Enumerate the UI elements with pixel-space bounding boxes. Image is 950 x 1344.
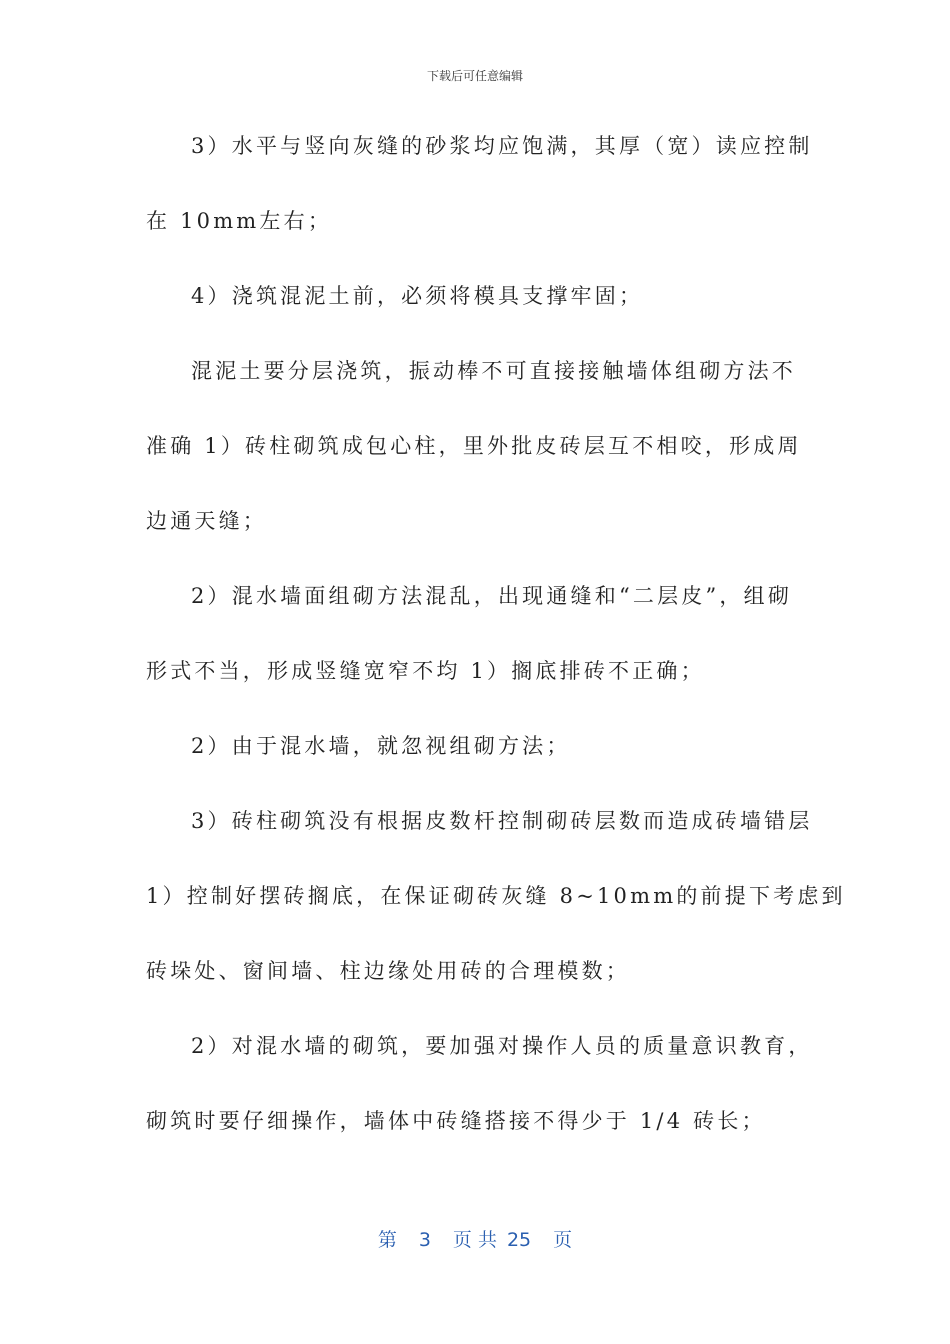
text-line: 形式不当，形成竖缝宽窄不均 1）搁底排砖不正确； bbox=[146, 659, 705, 683]
footer-prefix: 第 bbox=[377, 1229, 397, 1251]
header-note: 下载后可任意编辑 bbox=[426, 69, 523, 83]
text-line: 砌筑时要仔细操作，墙体中砖缝搭接不得少于 1/4 砖长； bbox=[146, 1109, 766, 1133]
total-pages-number: 25 bbox=[506, 1229, 532, 1251]
text-line: 2）混水墙面组砌方法混乱，出现通缝和“二层皮”，组砌 bbox=[191, 584, 793, 608]
text-line: 1）控制好摆砖搁底，在保证砌砖灰缝 8~10mm的前提下考虑到 bbox=[146, 884, 846, 908]
text-line: 准确 1）砖柱砌筑成包心柱，里外批皮砖层互不相咬，形成周 bbox=[146, 434, 802, 458]
text-line: 3）砖柱砌筑没有根据皮数杆控制砌砖层数而造成砖墙错层 bbox=[191, 809, 813, 833]
text-line: 2）由于混水墙，就忽视组砌方法； bbox=[191, 734, 571, 758]
document-body bbox=[146, 126, 846, 1176]
text-line: 2）对混水墙的砌筑，要加强对操作人员的质量意识教育， bbox=[191, 1034, 813, 1058]
current-page-number: 3 bbox=[418, 1229, 431, 1251]
text-line: 在 10mm左右； bbox=[146, 209, 333, 233]
text-line: 砖垛处、窗间墙、柱边缘处用砖的合理模数； bbox=[146, 959, 630, 983]
text-line: 4）浇筑混泥土前，必须将模具支撑牢固； bbox=[191, 284, 644, 308]
text-line: 边通天缝； bbox=[146, 509, 267, 533]
text-line: 混泥土要分层浇筑，振动棒不可直接接触墙体组砌方法不 bbox=[191, 359, 796, 383]
footer-suffix: 页 bbox=[553, 1229, 573, 1251]
text-line: 3）水平与竖向灰缝的砂浆均应饱满，其厚（宽）读应控制 bbox=[191, 134, 813, 158]
footer-middle: 页 共 bbox=[452, 1229, 497, 1251]
page-footer bbox=[0, 1225, 950, 1252]
